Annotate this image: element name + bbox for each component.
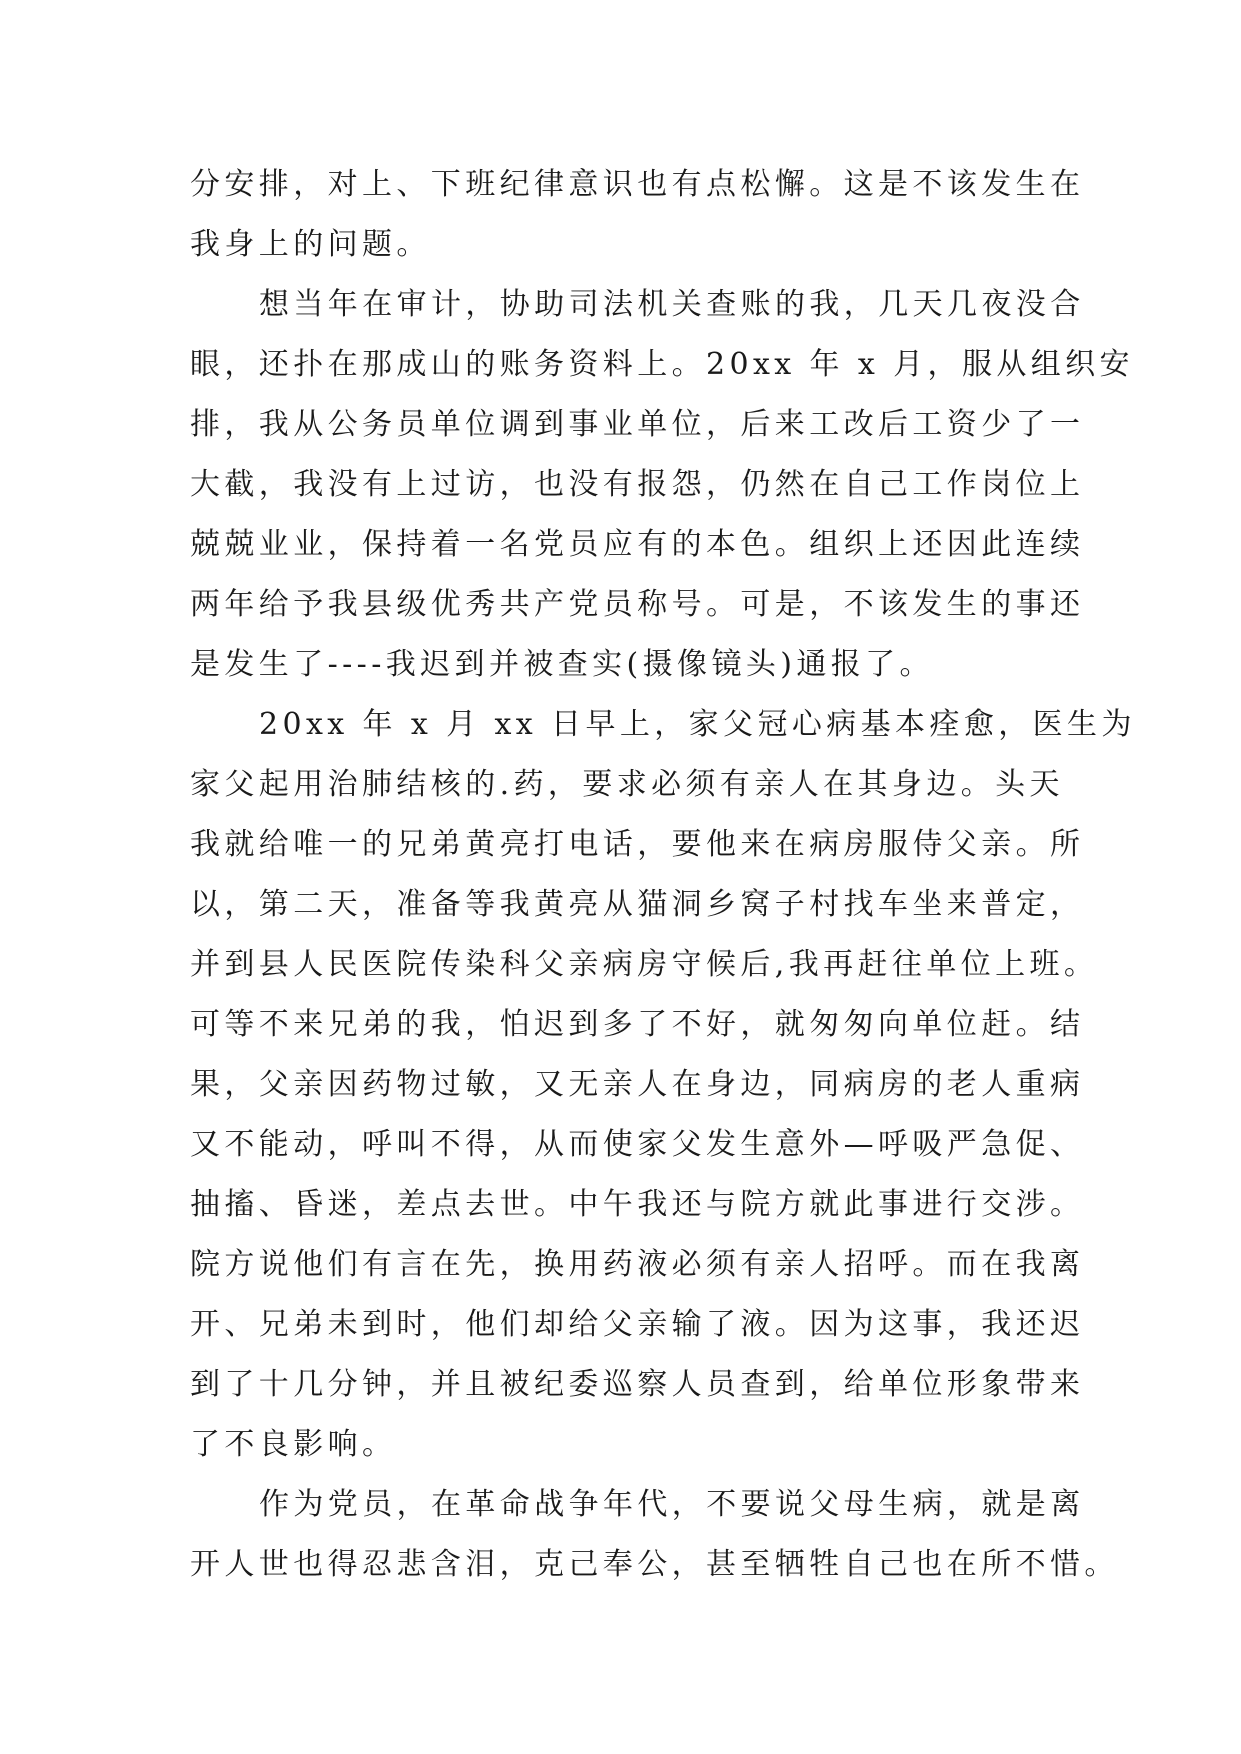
text-line: 家父起用治肺结核的.药，要求必须有亲人在其身边。头天 [190, 767, 1064, 802]
text-line: 分安排，对上、下班纪律意识也有点松懈。这是不该发生在 [190, 167, 1085, 202]
text-line: 果，父亲因药物过敏，又无亲人在身边，同病房的老人重病 [190, 1067, 1085, 1102]
paragraph [190, 155, 1085, 275]
text-line: 我就给唯一的兄弟黄亮打电话，要他来在病房服侍父亲。所 [190, 827, 1085, 862]
document-body [190, 155, 1136, 1595]
text-line: 排，我从公务员单位调到事业单位，后来工改后工资少了一 [190, 407, 1085, 442]
text-line: 我身上的问题。 [190, 227, 431, 262]
text-line: 开、兄弟未到时，他们却给父亲输了液。因为这事，我还迟 [190, 1307, 1085, 1342]
paragraph [190, 275, 1134, 695]
text-line: 院方说他们有言在先，换用药液必须有亲人招呼。而在我离 [190, 1247, 1085, 1282]
paragraph [190, 695, 1136, 1475]
text-line: 想当年在审计，协助司法机关查账的我，几天几夜没合 [259, 287, 1085, 322]
text-line: 开人世也得忍悲含泪，克己奉公，甚至牺牲自己也在所不惜。 [190, 1547, 1119, 1582]
text-line: 眼，还扑在那成山的账务资料上。20xx 年 x 月，服从组织安 [190, 347, 1134, 382]
paragraph [190, 1475, 1119, 1595]
text-line: 抽搐、昏迷，差点去世。中午我还与院方就此事进行交涉。 [190, 1187, 1085, 1222]
text-line: 了不良影响。 [190, 1427, 397, 1462]
text-line: 兢兢业业，保持着一名党员应有的本色。组织上还因此连续 [190, 527, 1085, 562]
text-line: 以，第二天，准备等我黄亮从猫洞乡窝子村找车坐来普定， [190, 887, 1085, 922]
text-line: 又不能动，呼叫不得，从而使家父发生意外—呼吸严急促、 [190, 1127, 1085, 1162]
text-line: 20xx 年 x 月 xx 日早上，家父冠心病基本痊愈，医生为 [259, 707, 1136, 742]
text-line: 到了十几分钟，并且被纪委巡察人员查到，给单位形象带来 [190, 1367, 1085, 1402]
text-line: 大截，我没有上过访，也没有报怨，仍然在自己工作岗位上 [190, 467, 1085, 502]
text-line: 是发生了----我迟到并被查实(摄像镜头)通报了。 [190, 647, 934, 682]
text-line: 可等不来兄弟的我，怕迟到多了不好，就匆匆向单位赶。结 [190, 1007, 1085, 1042]
text-line: 作为党员，在革命战争年代，不要说父母生病，就是离 [259, 1487, 1085, 1522]
text-line: 并到县人民医院传染科父亲病房守候后,我再赶往单位上班。 [190, 947, 1099, 982]
text-line: 两年给予我县级优秀共产党员称号。可是，不该发生的事还 [190, 587, 1085, 622]
